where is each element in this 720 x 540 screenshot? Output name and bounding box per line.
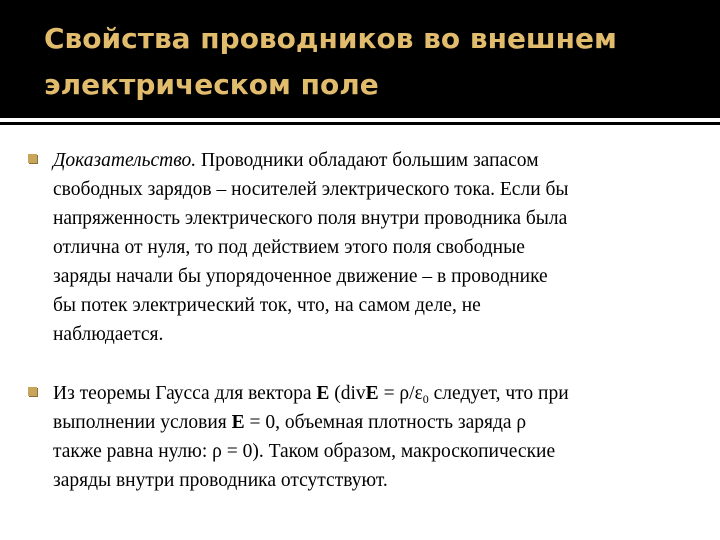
title-divider	[0, 122, 720, 125]
text-line	[53, 379, 703, 408]
proof-label: Доказательство.	[53, 150, 197, 171]
text-line: заряды внутри проводника отсутствуют.	[53, 470, 388, 491]
text-line: заряды начали бы упорядоченное движение – в проводнике	[53, 266, 548, 287]
text-fragment: Из теоремы Гаусса для вектора	[53, 383, 317, 404]
text-fragment: = ρ/ε	[378, 383, 423, 404]
text-fragment: = 0, объемная плотность заряда ρ	[244, 412, 527, 433]
text-line: отлична от нуля, то под действием этого поля свободные	[53, 237, 525, 258]
text-line: также равна нулю: ρ = 0). Таком образом, макроскопические	[53, 441, 556, 462]
text-line	[53, 146, 703, 175]
vector-e-symbol: E	[316, 383, 330, 404]
text-line	[53, 408, 703, 437]
bullet-text-gauss	[53, 379, 703, 495]
text-line: бы потек электрический ток, что, на самом деле, не	[53, 295, 481, 316]
text-line: напряженность электрического поля внутри проводника была	[53, 208, 568, 229]
text-line: наблюдается.	[53, 324, 164, 345]
title-bar	[0, 0, 720, 118]
vector-e-symbol: E	[231, 412, 245, 433]
square-bullet-icon	[28, 387, 37, 396]
text-line: свободных зарядов – носителей электрического тока. Если бы	[53, 179, 569, 200]
slide-title-line-1: Свойства проводников во внешнем	[44, 22, 617, 55]
square-bullet-icon	[28, 154, 37, 163]
bullet-text-proof	[53, 146, 703, 349]
epsilon-subscript: 0	[422, 392, 429, 406]
text-fragment: Проводники обладают большим запасом	[196, 150, 539, 171]
text-fragment: следует, что при	[428, 383, 569, 404]
vector-e-symbol: E	[365, 383, 379, 404]
text-fragment: (div	[329, 383, 366, 404]
text-fragment: выполнении условия	[53, 412, 232, 433]
slide-title-line-2: электрическом поле	[44, 68, 379, 101]
